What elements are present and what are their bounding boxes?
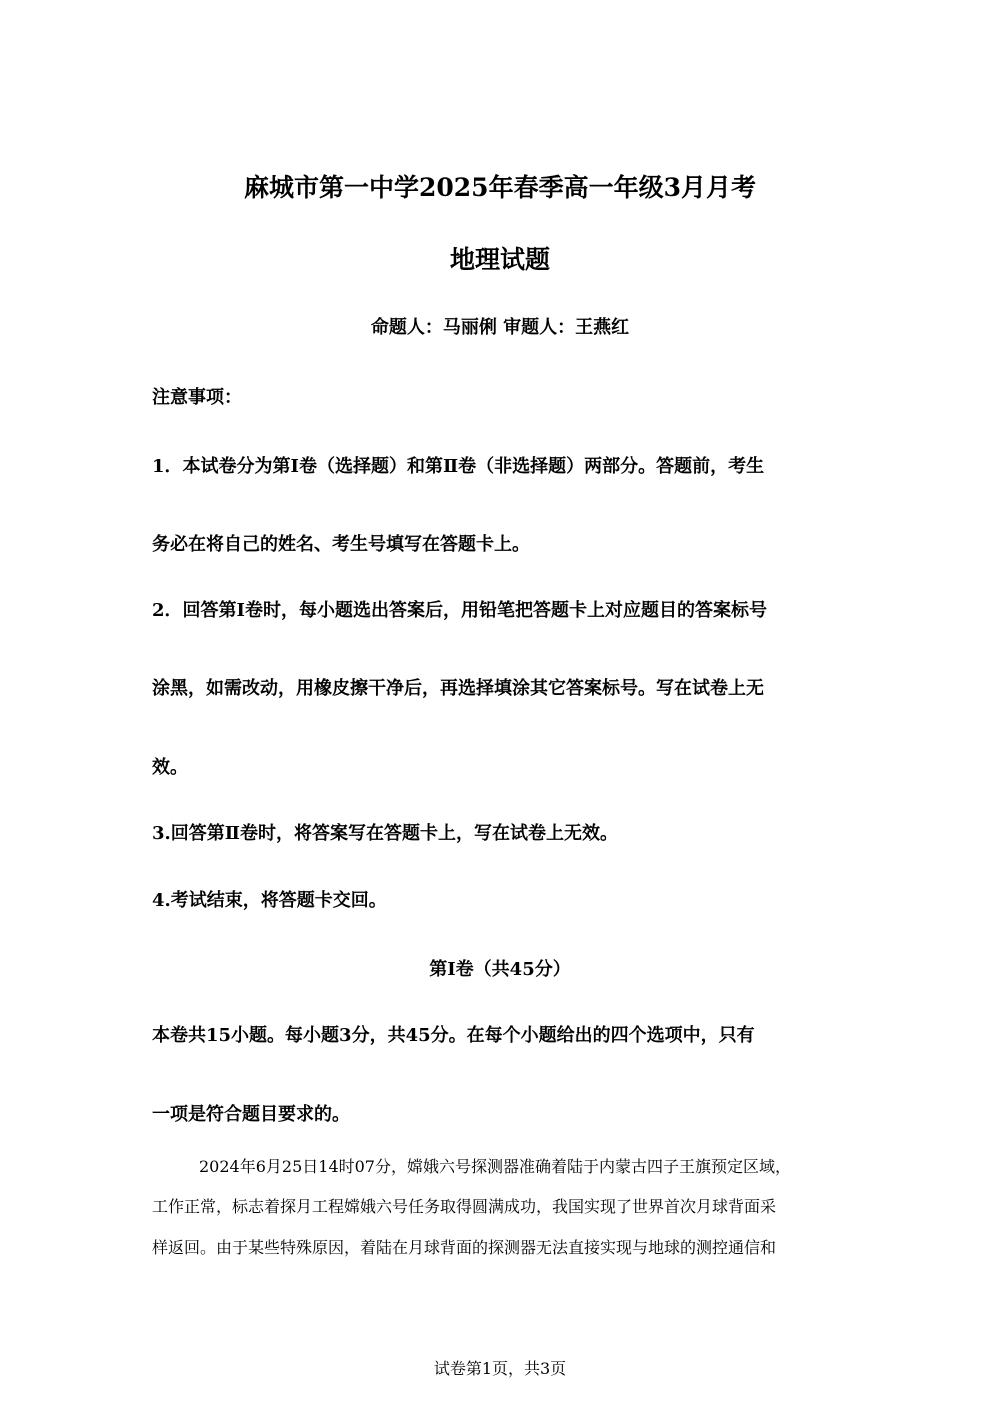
passage-line: 2024年6月25日14时07分，嫦娥六号探测器准确着陆于内蒙古四子王旗预定区域， (199, 1157, 791, 1176)
notice-line: 效。 (152, 757, 188, 778)
page-footer: 试卷第1页，共3页 (433, 1359, 567, 1378)
section-instruction: 本卷共15小题。每小题3分，共45分。在每个小题给出的四个选项中，只有 (152, 1025, 755, 1046)
notice-line: 4.考试结束，将答题卡交回。 (152, 890, 387, 911)
section-instruction: 一项是符合题目要求的。 (152, 1104, 350, 1125)
passage-line: 样返回。由于某些特殊原因，着陆在月球背面的探测器无法直接实现与地球的测控通信和 (152, 1238, 777, 1257)
notice-line: 1．本试卷分为第Ⅰ卷（选择题）和第Ⅱ卷（非选择题）两部分。答题前，考生 (152, 456, 765, 477)
exam-title: 麻城市第一中学2025年春季高一年级3月月考 (244, 173, 756, 202)
exam-authors: 命题人：马丽俐 审题人：王燕红 (370, 317, 630, 338)
notice-line: 涂黑，如需改动，用橡皮擦干净后，再选择填涂其它答案标号。写在试卷上无 (152, 678, 764, 699)
passage-line: 工作正常，标志着探月工程嫦娥六号任务取得圆满成功，我国实现了世界首次月球背面采 (152, 1197, 777, 1216)
notice-heading: 注意事项： (152, 387, 242, 408)
section-heading: 第Ⅰ卷（共45分） (429, 959, 571, 980)
notice-line: 务必在将自己的姓名、考生号填写在答题卡上。 (152, 534, 530, 555)
exam-subject: 地理试题 (449, 245, 550, 274)
notice-line: 3.回答第Ⅱ卷时，将答案写在答题卡上，写在试卷上无效。 (152, 823, 618, 844)
notice-line: 2．回答第Ⅰ卷时，每小题选出答案后，用铅笔把答题卡上对应题目的答案标号 (152, 600, 767, 621)
